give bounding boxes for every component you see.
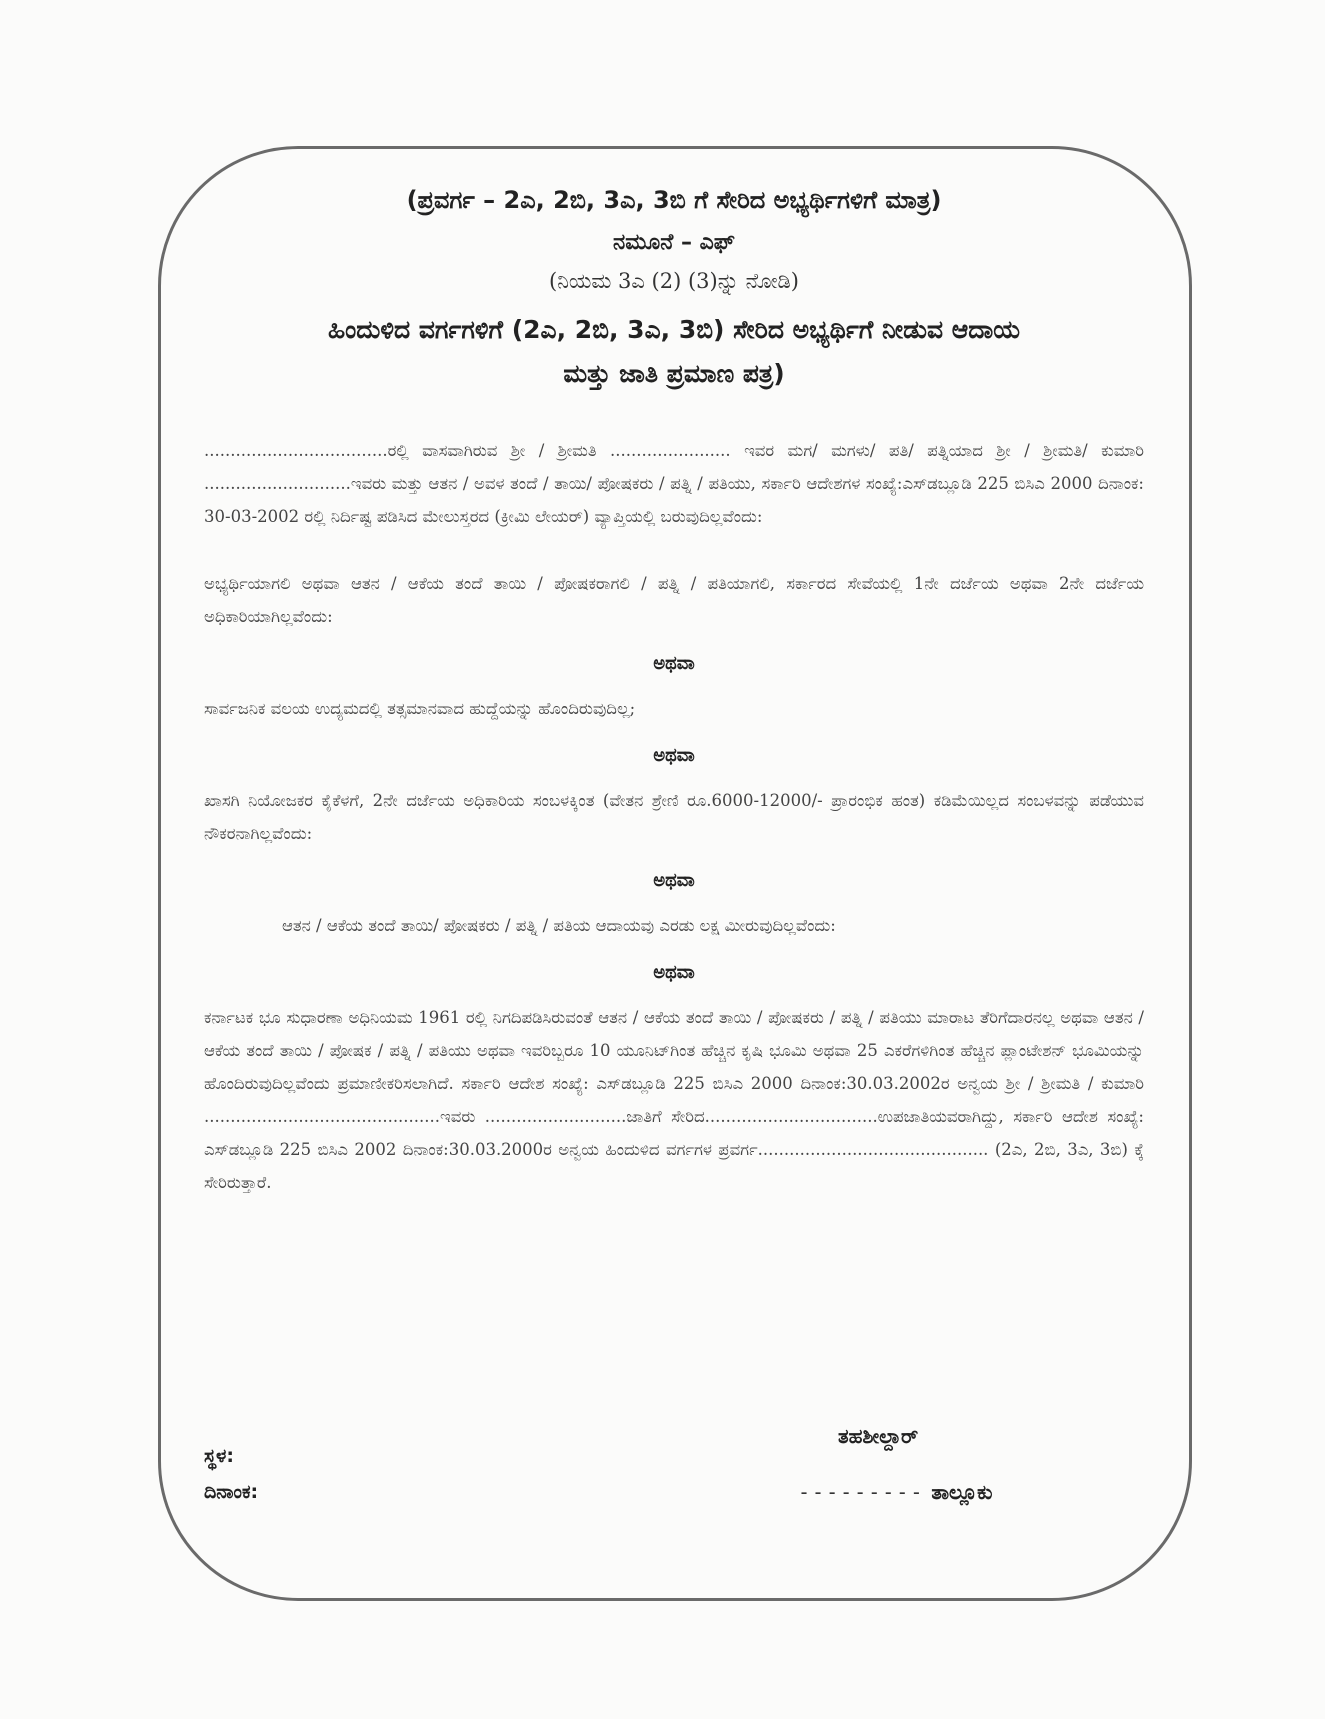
date-label: ದಿನಾಂಕ: bbox=[204, 1481, 259, 1503]
signatory-title: ತಹಶೀಲ್ದಾರ್ bbox=[838, 1424, 919, 1448]
place-label: ಸ್ಥಳ: bbox=[204, 1445, 234, 1467]
or-separator-4: ಅಥವಾ bbox=[653, 962, 695, 983]
paragraph-private-employment: ಖಾಸಗಿ ನಿಯೋಜಕರ ಕೈಕೆಳಗೆ, 2ನೇ ದರ್ಜೆಯ ಅಧಿಕಾರಿಯ ಸಂಬಳಕ್ಕಿಂತ (ವೇತನ ಶ್ರೇಣಿ ರೂ.6000-12000/- ಪ್ರಾರಂಭಿಕ ಹಂತ) ಕಡಿಮೆಯಿಲ್ಲದ ಸಂಬಳವನ್ನು ಪಡೆಯುವ ನೌಕರನಾಗಿಲ್ಲವೆಂದು: bbox=[204, 791, 1144, 843]
title-line-2: ಮತ್ತು ಜಾತಿ ಪ್ರಮಾಣ ಪತ್ರ) bbox=[563, 359, 785, 388]
category-heading: (ಪ್ರವರ್ಗ – 2ಎ, 2ಬಿ, 3ಎ, 3ಬಿ ಗೆ ಸೇರಿದ ಅಭ್ಯರ್ಥಿಗಳಿಗೆ ಮಾತ್ರ) bbox=[406, 186, 942, 214]
certificate-title bbox=[204, 308, 1144, 396]
taluk-line bbox=[798, 1480, 992, 1504]
paragraph-service: ಅಭ್ಯರ್ಥಿಯಾಗಲಿ ಅಥವಾ ಆತನ / ಆಕೆಯ ತಂದೆ ತಾಯಿ / ಪೋಷಕರಾಗಲಿ / ಪತ್ನಿ / ಪತಿಯಾಗಲಿ, ಸರ್ಕಾರದ ಸೇವೆಯಲ್ಲಿ 1ನೇ ದರ್ಜೆಯ ಅಥವಾ 2ನೇ ದರ್ಜೆಯ ಅಧಿಕಾರಿಯಾಗಿಲ್ಲವೆಂದು: bbox=[204, 574, 1144, 626]
form-name: ನಮೂನೆ – ಎಫ್ bbox=[613, 230, 735, 255]
or-separator-2: ಅಥವಾ bbox=[653, 745, 695, 766]
or-separator-1: ಅಥವಾ bbox=[653, 653, 695, 674]
paragraph-income: ಆತನ / ಆಕೆಯ ತಂದೆ ತಾಯಿ/ ಪೋಷಕರು / ಪತ್ನಿ / ಪತಿಯ ಆದಾಯವು ಎರಡು ಲಕ್ಷ ಮೀರುವುದಿಲ್ಲವೆಂದು: bbox=[282, 916, 836, 935]
paragraph-residence: ...................................ರಲ್ಲಿ ವಾಸವಾಗಿರುವ ಶ್ರೀ / ಶ್ರೀಮತಿ ....................... ಇವರ ಮಗ/ ಮಗಳು/ ಪತಿ/ ಪತ್ನಿಯಾದ ಶ್ರೀ / ಶ್ರೀಮತಿ/ ಕುಮಾರಿ ............................ಇವರು ಮತ್ತು ಆತನ / ಅವಳ ತಂದೆ / ತಾಯಿ/ ಪೋಷಕರು / ಪತ್ನಿ / ಪತಿಯು, ಸರ್ಕಾರಿ ಆದೇಶಗಳ ಸಂಖ್ಯೆ:ಎಸ್‌ಡಬ್ಲೂಡಿ 225 ಬಿಸಿಎ 2000 ದಿನಾಂಕ: 30-03-2002 ರಲ್ಲಿ ನಿರ್ದಿಷ್ಟ ಪಡಿಸಿದ ಮೇಲುಸ್ತರದ (ಕ್ರೀಮಿ ಲೇಯರ್) ವ್ಯಾಪ್ತಿಯಲ್ಲಿ ಬರುವುದಿಲ್ಲವೆಂದು: bbox=[204, 441, 1144, 526]
certificate-body bbox=[204, 186, 1144, 1199]
rule-reference: (ನಿಯಮ 3ಎ (2) (3)ನ್ನು ನೋಡಿ) bbox=[549, 269, 799, 293]
taluk-blank: --------- bbox=[798, 1480, 925, 1504]
place-date-block bbox=[204, 1438, 258, 1510]
paragraph-public-sector: ಸಾರ್ವಜನಿಕ ವಲಯ ಉದ್ಯಮದಲ್ಲಿ ತತ್ಸಮಾನವಾದ ಹುದ್ದೆಯನ್ನು ಹೊಂದಿರುವುದಿಲ್ಲ; bbox=[204, 699, 636, 718]
paragraph-land-and-caste: ಕರ್ನಾಟಕ ಭೂ ಸುಧಾರಣಾ ಅಧಿನಿಯಮ 1961 ರಲ್ಲಿ ನಿಗದಿಪಡಿಸಿರುವಂತೆ ಆತನ / ಆಕೆಯ ತಂದೆ ತಾಯಿ / ಪೋಷಕರು / ಪತ್ನಿ / ಪತಿಯು ಮಾರಾಟ ತೆರಿಗೆದಾರನಲ್ಲ ಅಥವಾ ಆತನ / ಆಕೆಯ ತಂದೆ ತಾಯಿ / ಪೋಷಕ / ಪತ್ನಿ / ಪತಿಯು ಅಥವಾ ಇವರಿಬ್ಬರೂ 10 ಯೂನಿಟ್‌ಗಿಂತ ಹೆಚ್ಚಿನ ಕೃಷಿ ಭೂಮಿ ಅಥವಾ 25 ಎಕರೆಗಳಿಗಿಂತ ಹೆಚ್ಚಿನ ಪ್ಲಾಂಟೇಶನ್ ಭೂಮಿಯನ್ನು ಹೊಂದಿರುವುದಿಲ್ಲವೆಂದು ಪ್ರಮಾಣೀಕರಿಸಲಾಗಿದೆ. ಸರ್ಕಾರಿ ಆದೇಶ ಸಂಖ್ಯೆ: ಎಸ್‌ಡಬ್ಲೂಡಿ 225 ಬಿಸಿಎ 2000 ದಿನಾಂಕ:30.03.2002ರ ಅನ್ವಯ ಶ್ರೀ / ಶ್ರೀಮತಿ / ಕುಮಾರಿ .............................................ಇವರು ...........................ಜಾತಿಗೆ ಸೇರಿದ.................................ಉಪಜಾತಿಯವರಾಗಿದ್ದು, ಸರ್ಕಾರಿ ಆದೇಶ ಸಂಖ್ಯೆ: ಎಸ್‌ಡಬ್ಲೂಡಿ 225 ಬಿಸಿಎ 2002 ದಿನಾಂಕ:30.03.2000ರ ಅನ್ವಯ ಹಿಂದುಳಿದ ವರ್ಗಗಳ ಪ್ರವರ್ಗ............................................ (2ಎ, 2ಬಿ, 3ಎ, 3ಬಿ) ಕ್ಕೆ ಸೇರಿರುತ್ತಾರೆ. bbox=[204, 1008, 1144, 1192]
taluk-label: ತಾಲ್ಲೂಕು bbox=[931, 1480, 993, 1504]
or-separator-3: ಅಥವಾ bbox=[653, 870, 695, 891]
title-line-1: ಹಿಂದುಳಿದ ವರ್ಗಗಳಿಗೆ (2ಎ, 2ಬಿ, 3ಎ, 3ಬಿ) ಸೇರಿದ ಅಭ್ಯರ್ಥಿಗೆ ನೀಡುವ ಆದಾಯ bbox=[327, 315, 1020, 344]
